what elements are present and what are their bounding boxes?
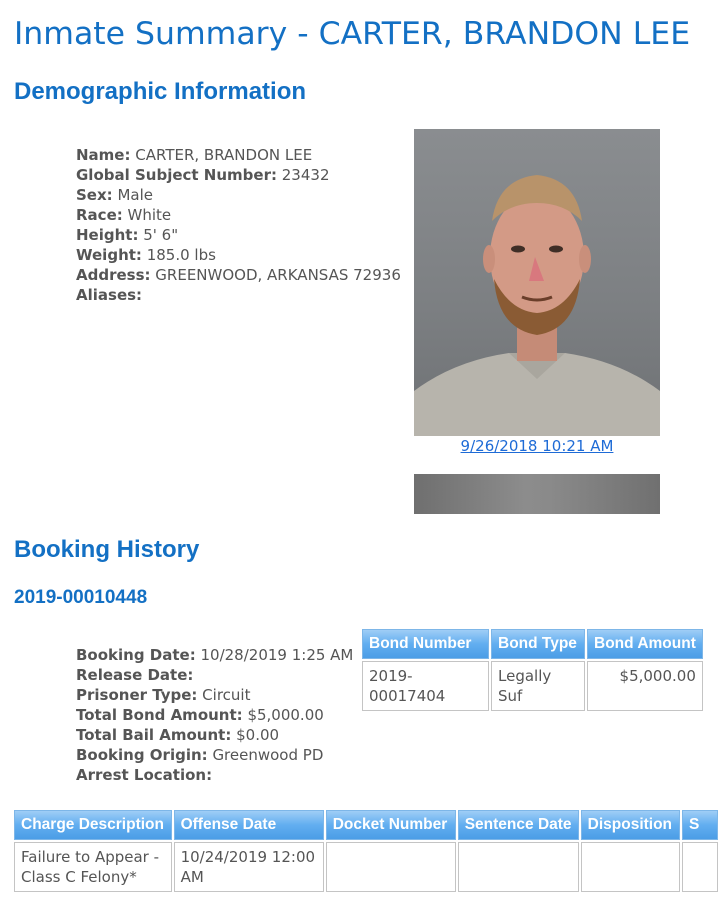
table-row bbox=[14, 842, 718, 892]
col-bond-type: Bond Type bbox=[491, 629, 585, 659]
demographic-heading: Demographic Information bbox=[14, 78, 307, 105]
field-total-bail-amount: Total Bail Amount: $0.00 bbox=[76, 726, 280, 744]
field-total-bond-amount: Total Bond Amount: $5,000.00 bbox=[76, 706, 324, 724]
page-title: Inmate Summary - CARTER, BRANDON LEE bbox=[14, 16, 691, 52]
field-name: Name: CARTER, BRANDON LEE bbox=[76, 146, 313, 164]
field-weight: Weight: 185.0 lbs bbox=[76, 246, 216, 264]
field-arrest-location: Arrest Location: bbox=[76, 766, 213, 784]
sentence-date-cell bbox=[458, 842, 579, 892]
field-global-subject-number: Global Subject Number: 23432 bbox=[76, 166, 330, 184]
col-bond-amount: Bond Amount bbox=[587, 629, 703, 659]
charges-table bbox=[12, 808, 720, 894]
field-height: Height: 5' 6" bbox=[76, 226, 179, 244]
booking-history-heading: Booking History bbox=[14, 536, 200, 563]
field-aliases: Aliases: bbox=[76, 286, 143, 304]
booking-number: 2019-00010448 bbox=[14, 587, 148, 608]
demographic-details bbox=[76, 145, 401, 305]
col-sentence-date: Sentence Date bbox=[458, 810, 579, 840]
field-race: Race: White bbox=[76, 206, 172, 224]
col-offense-date: Offense Date bbox=[174, 810, 324, 840]
col-s: S bbox=[682, 810, 718, 840]
disposition-cell bbox=[581, 842, 680, 892]
photo-date-link[interactable]: 9/26/2018 10:21 AM bbox=[460, 437, 614, 455]
field-booking-origin: Booking Origin: Greenwood PD bbox=[76, 746, 324, 764]
field-address: Address: GREENWOOD, ARKANSAS 72936 bbox=[76, 266, 401, 284]
mugshot-illustration bbox=[414, 129, 660, 436]
col-bond-number: Bond Number bbox=[362, 629, 489, 659]
field-prisoner-type: Prisoner Type: Circuit bbox=[76, 686, 251, 704]
field-release-date: Release Date: bbox=[76, 666, 194, 684]
bond-type-cell: Legally Suf bbox=[491, 661, 585, 711]
col-disposition: Disposition bbox=[581, 810, 680, 840]
bond-amount-cell: $5,000.00 bbox=[587, 661, 703, 711]
bond-number-cell: 2019-00017404 bbox=[362, 661, 489, 711]
second-photo bbox=[414, 474, 660, 514]
booking-details bbox=[76, 645, 353, 785]
field-booking-date: Booking Date: 10/28/2019 1:25 AM bbox=[76, 646, 354, 664]
table-row bbox=[362, 661, 703, 711]
docket-number-cell bbox=[326, 842, 456, 892]
col-docket-number: Docket Number bbox=[326, 810, 456, 840]
bond-table-header bbox=[362, 629, 703, 659]
col-charge-description: Charge Description bbox=[14, 810, 172, 840]
charge-description-cell: Failure to Appear - Class C Felony* bbox=[14, 842, 172, 892]
charges-table-header bbox=[14, 810, 718, 840]
bond-table bbox=[360, 627, 705, 713]
field-sex: Sex: Male bbox=[76, 186, 153, 204]
s-cell bbox=[682, 842, 718, 892]
mugshot-photo bbox=[414, 129, 660, 436]
offense-date-cell: 10/24/2019 12:00 AM bbox=[174, 842, 324, 892]
